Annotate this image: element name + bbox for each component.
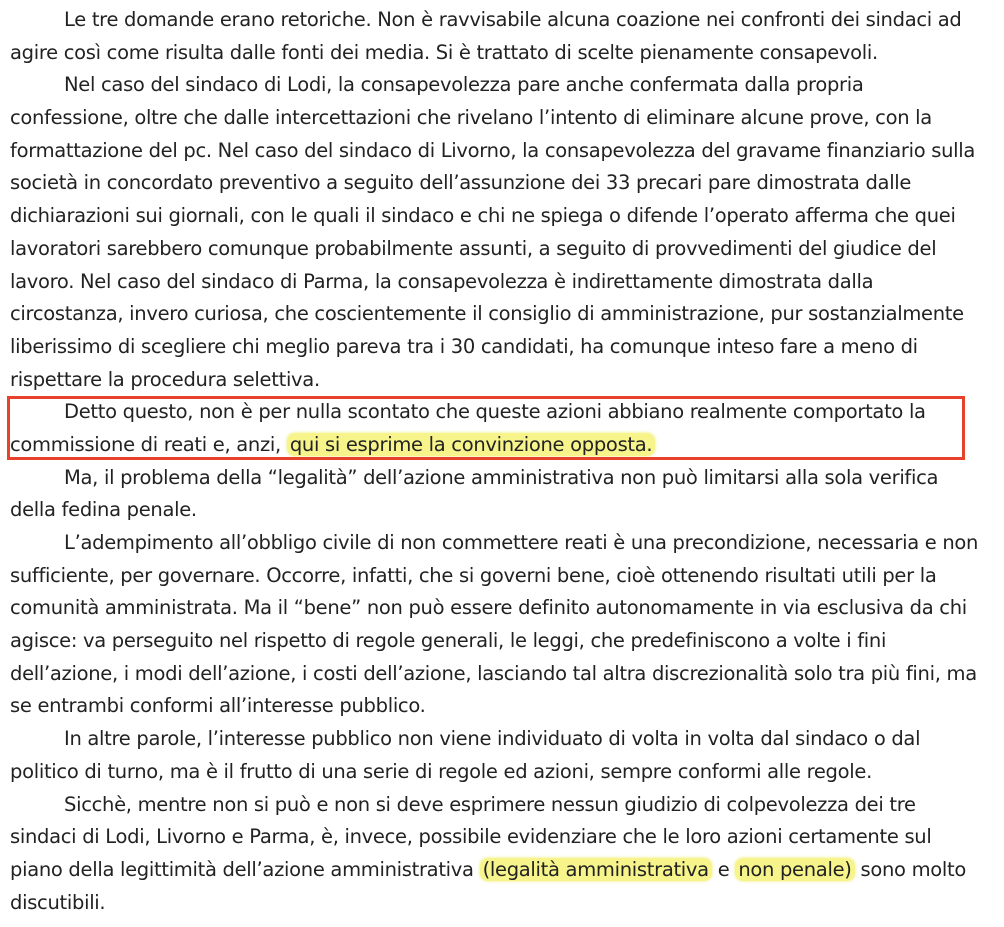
paragraph-2 (10, 69, 1004, 396)
text-line: Nel caso del sindaco di Lodi, la consapevolezza pare anche confermata dalla propria (64, 73, 864, 97)
text-span: commissione di reati e, anzi, (10, 432, 287, 456)
text-line: discutibili. (10, 890, 106, 914)
text-line: In altre parole, l’interesse pubblico non viene individuato di volta in volta dal sindaco o dal (64, 727, 921, 751)
text-line: società in concordato preventivo a seguito dell’assunzione dei 33 precari pare dimostrata dalle (10, 171, 912, 195)
text-line: politico di turno, ma è il frutto di una serie di regole ed azioni, sempre conformi alle regole. (10, 759, 872, 783)
text-line: se entrambi conformi all’interesse pubblico. (10, 694, 426, 718)
text-line: formattazione del pc. Nel caso del sindaco di Livorno, la consapevolezza del gravame finanziario sulla (10, 138, 976, 162)
text-line: circostanza, invero curiosa, che coscientemente il consiglio di amministrazione, pur sostanzialmente (10, 302, 964, 326)
document-body (10, 4, 1004, 919)
text-line: dell’azione, i modi dell’azione, i costi dell’azione, lasciando tal altra discrezionalità solo tra più fini, ma (10, 661, 977, 685)
text-line: sindaci di Lodi, Livorno e Parma, è, invece, possibile evidenziare che le loro azioni certamente sul (10, 825, 932, 849)
text-line: lavoratori sarebbero comunque probabilmente assunti, a seguito di provvedimenti del giudice del (10, 236, 937, 260)
text-line: lavoro. Nel caso del sindaco di Parma, la consapevolezza è indirettamente dimostrata dalla (10, 269, 874, 293)
text-line: dichiarazioni sui giornali, con le quali il sindaco e chi ne spiega o difende l’operato afferma che quei (10, 204, 956, 228)
text-line: L’adempimento all’obbligo civile di non commettere reati è una precondizione, necessaria e non (64, 531, 979, 554)
text-line: agire così come risulta dalle fonti dei media. Si è trattato di scelte pienamente consapevoli. (10, 40, 878, 64)
highlighted-text: qui si esprime la convinzione opposta. (287, 433, 656, 456)
highlighted-text: non penale) (735, 858, 854, 881)
text-line: Detto questo, non è per nulla scontato che queste azioni abbiano realmente comportato la (64, 400, 926, 424)
paragraph-7 (10, 789, 1004, 920)
text-line: rispettare la procedura selettiva. (10, 367, 320, 391)
text-line: comunità amministrata. Ma il “bene” non può essere definito autonomamente in via esclusiva da chi (10, 596, 967, 620)
paragraph-5 (10, 527, 1004, 723)
paragraph-4 (10, 462, 1004, 527)
text-line (10, 429, 1004, 462)
text-span: e (711, 857, 736, 881)
text-line: Le tre domande erano retoriche. Non è ravvisabile alcuna coazione nei confronti dei sindaci ad (64, 8, 962, 31)
text-line: confessione, oltre che dalle intercettazioni che rivelano l’intento di eliminare alcune prove, con la (10, 106, 932, 130)
text-line: della fedina penale. (10, 498, 197, 522)
text-line: liberissimo di scegliere chi meglio pareva tra i 30 candidati, ha comunque inteso fare a meno di (10, 334, 918, 358)
text-span: piano della legittimità dell’azione amministrativa (10, 857, 480, 881)
paragraph-1 (10, 4, 1004, 69)
text-line (10, 854, 1004, 887)
text-line: Ma, il problema della “legalità” dell’azione amministrativa non può limitarsi alla sola verifica (64, 465, 939, 489)
paragraph-6 (10, 723, 1004, 788)
text-span: sono molto (854, 857, 966, 881)
text-line: agisce: va perseguito nel rispetto di regole generali, le leggi, che predefiniscono a volte i fini (10, 629, 887, 653)
paragraph-3-boxed (10, 396, 1004, 461)
text-line: sufficiente, per governare. Occorre, infatti, che si governi bene, cioè ottenendo risultati utili per la (10, 563, 937, 587)
highlighted-text: (legalità amministrativa (480, 858, 712, 881)
text-line: Sicchè, mentre non si può e non si deve esprimere nessun giudizio di colpevolezza dei tre (64, 792, 916, 816)
